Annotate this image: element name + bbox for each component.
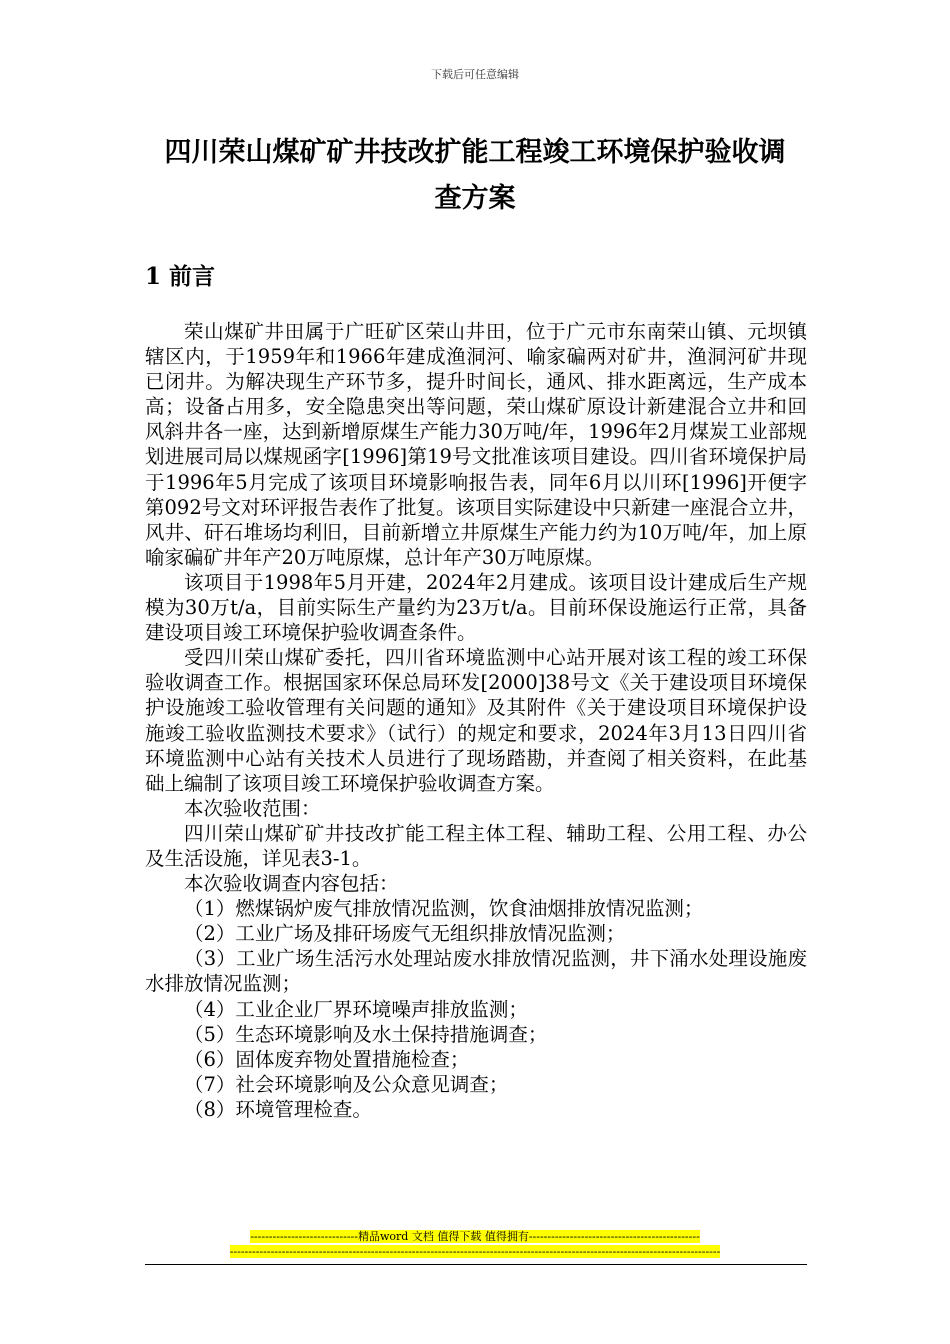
document-title [145, 130, 805, 222]
list-item: （1）燃煤锅炉废气排放情况监测，饮食油烟排放情况监测； [184, 897, 704, 921]
page-header-note: 下载后可任意编辑 [431, 68, 519, 81]
list-item: （3）工业广场生活污水处理站废水排放情况监测，井下涌水处理设施废水排放情况监测； [145, 947, 807, 996]
footer-dashes-text: ------------------------------------------------------------------------------------------------------------------------------------ [229, 1245, 721, 1258]
footer-dashes [0, 1245, 950, 1259]
document-title-line2: 查方案 [434, 183, 516, 214]
list-item: （8）环境管理检查。 [184, 1097, 372, 1121]
paragraph: 本次验收范围： [184, 796, 321, 820]
footer-divider [145, 1264, 807, 1265]
list-item: （4）工业企业厂界环境噪声排放监测； [184, 997, 528, 1021]
list-item: （7）社会环境影响及公众意见调查； [184, 1072, 509, 1096]
paragraph: 四川荣山煤矿矿井技改扩能工程主体工程、辅助工程、公用工程、办公及生活设施，详见表3-1。 [145, 821, 807, 870]
paragraph: 受四川荣山煤矿委托，四川省环境监测中心站开展对该工程的竣工环保验收调查工作。根据国家环保总局环发[2000]38号文《关于建设项目环境保护设施竣工验收管理有关问题的通知》及其附件《关于建设项目环境保护设施竣工验收监测技术要求》（试行）的规定和要求，2024年3月13日四川省环境监测中心站有关技术人员进行了现场踏勘，并查阅了相关资料，在此基础上编制了该项目竣工环境保护验收调查方案。 [145, 646, 807, 795]
list-item: （6）固体废弃物处置措施检查； [184, 1047, 470, 1071]
section-heading-preface: 1 前言 [145, 263, 216, 290]
body-text [145, 319, 807, 1122]
footer-banner [0, 1230, 950, 1244]
paragraph: 本次验收调查内容包括： [184, 872, 399, 896]
footer-banner-text: -----------------------------精品word 文档 值得下载 值得拥有---------------------------------------------- [250, 1230, 700, 1243]
list-item: （2）工业广场及排矸场废气无组织排放情况监测； [184, 922, 626, 946]
list-item: （5）生态环境影响及水土保持措施调查； [184, 1022, 548, 1046]
paragraph: 该项目于1998年5月开建，2024年2月建成。该项目设计建成后生产规模为30万t/a，目前实际生产量约为23万t/a。目前环保设施运行正常，具备建设项目竣工环境保护验收调查条件。 [145, 570, 807, 645]
document-title-line1: 四川荣山煤矿矿井技改扩能工程竣工环境保护验收调 [164, 137, 786, 168]
paragraph: 荣山煤矿井田属于广旺矿区荣山井田，位于广元市东南荣山镇、元坝镇辖区内，于1959年和1966年建成渔洞河、喻家碥两对矿井，渔洞河矿井现已闭井。为解决现生产环节多，提升时间长，通风、排水距离远，生产成本高；设备占用多，安全隐患突出等问题，荣山煤矿原设计新建混合立井和回风斜井各一座，达到新增原煤生产能力30万吨/年，1996年2月煤炭工业部规划进展司局以煤规函字[1996]第19号文批准该项目建设。四川省环境保护局于1996年5月完成了该项目环境影响报告表，同年6月以川环[1996]开便字第092号文对环评报告表作了批复。该项目实际建设中只新建一座混合立井，风井、矸石堆场均利旧，目前新增立井原煤生产能力约为10万吨/年，加上原喻家碥矿井年产20万吨原煤，总计年产30万吨原煤。 [145, 320, 807, 569]
